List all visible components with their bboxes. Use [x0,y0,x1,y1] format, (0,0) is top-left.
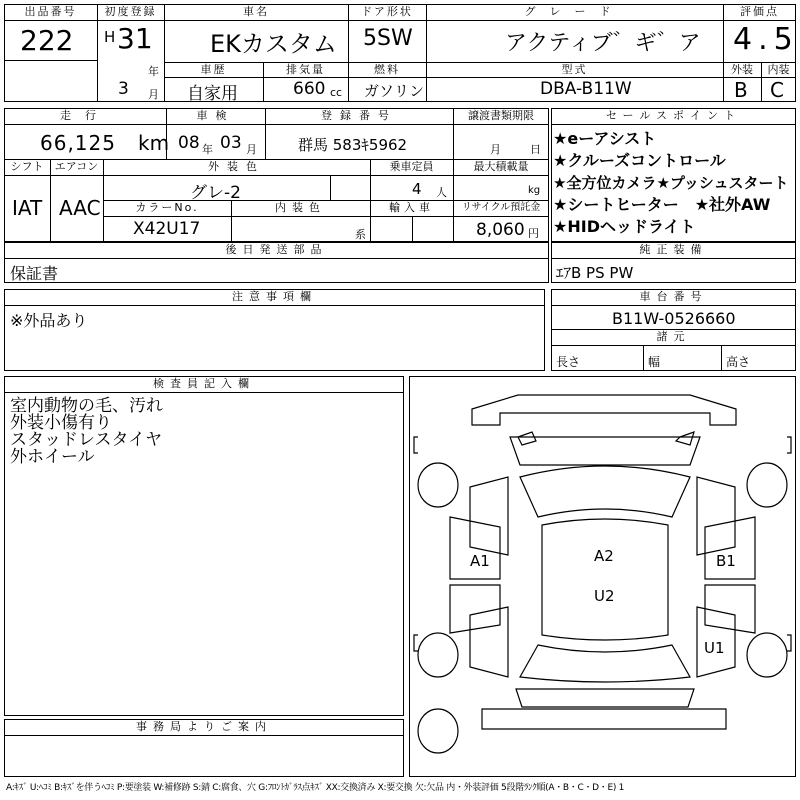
month-unit: 月 [148,88,159,101]
chassis-label: 車台番号 [639,290,708,303]
lower-left-bracket [414,437,418,453]
score: 4.5 [733,22,799,57]
color-no: X42U17 [133,219,201,239]
sales-point-3: ★全方位カメラ★プッシュスタート [553,174,789,192]
fuel: ガソリン [364,82,425,100]
exterior-color: グレ-2 [190,183,241,203]
interior-score: C [770,78,784,102]
car-name-label: 車名 [243,5,269,18]
plate-number: 群馬 583ｷ5962 [298,136,408,154]
width-label: 幅 [648,355,661,369]
history-label: 車歴 [200,63,227,76]
notes-value: ※外品あり [10,311,88,330]
car-diagram-svg [410,377,795,776]
damage-u2: U2 [594,587,615,605]
lot-no-label: 出品番号 [24,5,77,18]
capacity: 4 [412,180,422,198]
mirror-left [518,432,536,445]
sales-point-4: ★シートヒーター ★社外AW [553,195,771,214]
damage-diagram [409,376,796,777]
era: H [104,28,116,46]
tire-front-left [418,463,458,507]
recycle-unit: 円 [528,227,539,240]
load-unit: kg [528,185,541,196]
left-side-door-rear [450,585,500,633]
right-side-front [697,477,735,555]
inspector-line-1: 室内動物の毛、汚れ [10,396,163,416]
displacement-label: 排気量 [286,63,325,76]
damage-a2: A2 [594,547,614,565]
sales-points-label: セールスポイント [605,109,741,122]
shift: IAT [12,196,43,220]
later-parts-label: 後日発送部品 [225,243,328,256]
score-label: 評価点 [740,5,779,18]
damage-b1: B1 [716,552,736,570]
legend: A:ｷｽﾞ U:ﾍｺﾐ B:ｷｽﾞを伴うﾍｺﾐ P:要塗装 W:補修跡 S:錆 C:腐食、穴 G:ﾌﾛﾝﾄｶﾞﾗｽ点ｷｽﾞ XX:交換済み X:要交換 欠:欠品 内・外装評価 5段階ﾗﾝｸ順(A・B・C・D・E) 1 [6,783,625,793]
inspector-line-3: スタッドレスタイヤ [10,430,163,450]
tire-front-right [747,463,787,507]
lot-no: 222 [20,24,74,57]
mirror-right [676,432,694,445]
capacity-label: 乗車定員 [389,160,434,173]
interior-color-unit: 系 [355,228,366,241]
sales-point-1: ★eーアシスト [553,129,657,148]
grade-label: グレード [524,5,625,18]
door-label: ドア形状 [361,5,413,18]
door-type: 5SW [363,26,413,51]
length-label: 長さ [556,355,581,369]
inspector-line-4: 外ホイール [10,447,95,467]
interior-color-label: 内装色 [275,201,326,214]
displacement: 660 [293,79,326,99]
inspector-line-2: 外装小傷有り [10,413,112,433]
mileage-unit: km [138,131,170,155]
later-parts-value: 保証書 [10,264,59,283]
equipment-value: ｴｱB PS PW [556,264,634,282]
inspection-month: 03 [220,133,242,153]
recycle-label: リサイクル預託金 [461,202,541,213]
tire-rear-left [418,633,458,677]
plate-label: 登録番号 [321,109,397,122]
history: 自家用 [187,84,238,104]
mileage: 66,125 [40,131,116,155]
notes-label: 注意事項欄 [232,290,317,303]
color-label: 外装色 [208,160,265,173]
ac-label: エアコン [54,160,99,173]
rear-window [520,645,690,682]
rear-body [516,689,694,707]
equipment-label: 純正装備 [639,243,708,256]
mileage-label: 走行 [60,109,110,122]
windshield [520,466,690,517]
left-side-rear [470,607,508,677]
displacement-unit: cc [330,86,343,99]
left-side-front [470,477,508,555]
exterior-label: 外装 [731,63,753,76]
lower-right-bracket [787,437,791,453]
color-no-label: カラーNo. [135,201,199,214]
inspection-month-unit: 月 [246,143,257,156]
inspection-year-unit: 年 [202,143,213,156]
dimensions-label: 諸元 [656,330,691,343]
model: DBA-B11W [540,79,632,99]
chassis-number: B11W-0526660 [612,309,736,328]
interior-label: 内装 [767,63,790,76]
ac: AAC [59,196,101,220]
car-name: EKカスタム [210,30,337,58]
sales-point-2: ★クルーズコントロール [553,151,726,170]
lower-left-bracket-2 [414,635,418,651]
first-reg-label: 初度登録 [104,5,157,18]
shift-label: シフト [10,160,44,173]
grade: アクティブ゛ギ゛ア [505,31,701,56]
transfer-month-unit: 月 [490,143,501,156]
height-label: 高さ [726,355,751,369]
inspection-label: 車検 [196,109,235,122]
office-label: 事務局よりご案内 [136,720,272,733]
right-side-door-rear [705,585,755,633]
capacity-unit: 人 [436,186,447,199]
fuel-label: 燃料 [374,63,400,76]
exterior-score: B [734,78,748,102]
damage-a1: A1 [470,552,490,570]
front-bumper [472,395,736,425]
rear-bumper [482,709,726,729]
first-reg-month: 3 [118,79,129,99]
recycle-fee: 8,060 [476,220,525,240]
lower-right-bracket-2 [787,635,791,651]
model-label: 型式 [561,63,588,76]
inspection-year: 08 [178,133,200,153]
load-label: 最大積載量 [473,160,529,173]
transfer-day-unit: 日 [530,143,541,156]
year-unit: 年 [148,65,159,78]
tire-spare [418,709,458,753]
damage-u1: U1 [704,639,725,657]
first-reg-year: 31 [117,22,153,55]
transfer-label: 譲渡書類期限 [468,109,534,122]
roof [542,519,668,640]
tire-rear-right [747,633,787,677]
import-label: 輸入車 [389,201,434,214]
hood [510,437,700,465]
sales-point-5: ★HIDヘッドライト [553,217,696,236]
inspector-label: 検査員記入欄 [153,377,255,390]
